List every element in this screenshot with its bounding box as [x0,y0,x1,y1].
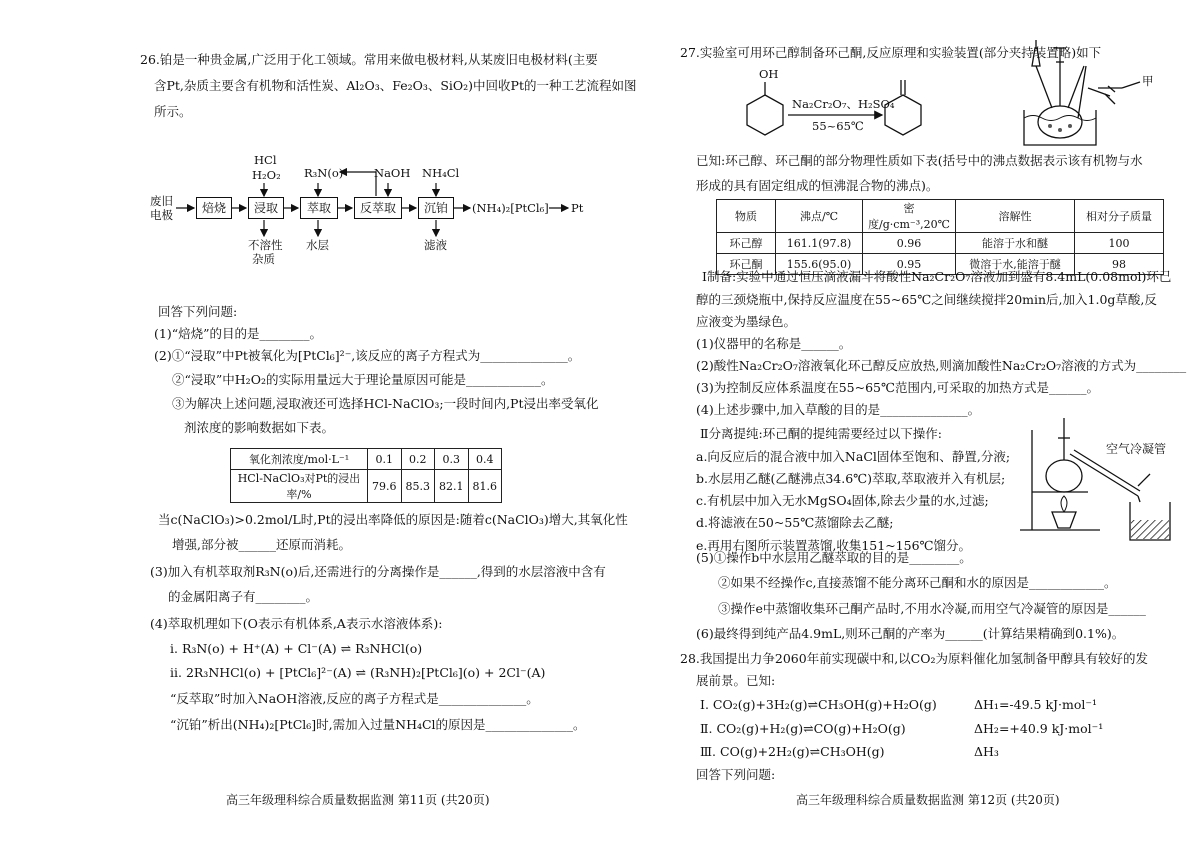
q28-intro: 28.我国提出力争2060年前实现碳中和,以CO₂为原料催化加氢制备甲醇具有较好的发 [680,651,1148,666]
q26-precipitate-question: “沉铂”析出(NH₄)₂[PtCl₆]时,需加入过量NH₄Cl的原因是______________。 [170,717,586,732]
q27-prep: 应液变为墨绿色。 [696,314,797,329]
q27-title: 27.实验室可用环己醇制备环己酮,反应原理和实验装置(部分夹持装置略)如下 [680,45,1102,60]
table-cell: 0.96 [863,233,956,254]
apparatus-label-jia: 甲 [1142,74,1154,88]
table-cell: 环己醇 [717,233,776,254]
mechanism-i: ⅰ. R₃N(o) + H⁺(A) + Cl⁻(A) ⇌ R₃NHCl(o) [170,641,423,656]
flow-product: (NH₄)₂[PtCl₆] [472,201,549,215]
equation-3: Ⅲ. CO(g)+2H₂(g)⇌CH₃OH(g) [700,744,885,759]
enthalpy-2: ΔH₂=+40.9 kJ·mol⁻¹ [974,721,1104,736]
step-extract: 萃取 [300,197,338,219]
oxidant-table [230,448,502,503]
reagent-nh4cl: NH₄Cl [422,166,460,180]
table-cell: 0.3 [435,449,469,470]
page-footer-left: 高三年级理科综合质量数据监测 第11页 (共20页) [226,793,490,807]
step-roast: 焙烧 [196,197,232,219]
q26-part2-3: ③为解决上述问题,浸取液还可选择HCl-NaClO₃;一段时间内,Pt浸出率受氧化 [172,396,599,411]
q26-part2-3b: 剂浓度的影响数据如下表。 [184,420,335,435]
q27-sep-header: Ⅱ分离提纯:环己酮的提纯需要经过以下操作: [700,426,942,441]
table-cell: 100 [1075,233,1164,254]
table-row2-label: HCl-NaClO₃对Pt的浸出率/% [231,470,368,503]
q26-part4: (4)萃取机理如下(O表示有机体系,A表示水溶液体系): [150,616,443,631]
q27-part2: (2)酸性Na₂Cr₂O₇溶液氧化环己醇反应放热,则滴加酸性Na₂Cr₂O₇溶液的方式为________ [696,358,1187,373]
flowchart-arrows [0,0,600,300]
table-header: 沸点/℃ [776,200,863,233]
q27-part5-2: ②如果不经操作c,直接蒸馏不能分离环己酮和水的原因是____________。 [718,575,1117,590]
table-header: 密度/g·cm⁻³,20℃ [863,200,956,233]
output-filtrate: 滤液 [424,238,447,252]
table-cell: 85.3 [401,470,435,503]
q27-step-d: d.将滤液在50~55℃蒸馏除去乙醚; [696,515,894,530]
output-water-layer: 水层 [306,238,329,252]
q27-known-line2: 形成的具有固定组成的恒沸混合物的沸点)。 [696,178,939,193]
step-leach: 浸取 [248,197,284,219]
table-cell: 98 [1075,254,1164,275]
q27-part4: (4)上述步骤中,加入草酸的目的是______________。 [696,402,981,417]
step-precipitate: 沉铂 [418,197,454,219]
table-cell: 81.6 [468,470,502,503]
flow-start-2: 电极 [150,208,173,222]
q26-text: 增强,部分被______还原而消耗。 [172,537,351,552]
table-cell: 0.2 [401,449,435,470]
equation-2: Ⅱ. CO₂(g)+H₂(g)⇌CO(g)+H₂O(g) [700,721,906,736]
flow-final: Pt [571,201,584,215]
equation-1: Ⅰ. CO₂(g)+3H₂(g)⇌CH₃OH(g)+H₂O(g) [700,697,937,712]
q27-part6: (6)最终得到纯产品4.9mL,则环己酮的产率为______(计算结果精确到0.1%)。 [696,626,1125,641]
table-header: 溶解性 [956,200,1075,233]
q27-step-c: c.有机层中加入无水MgSO₄固体,除去少量的水,过滤; [696,493,989,508]
q28-answer-header: 回答下列问题: [696,767,776,782]
q26-intro-line3: 所示。 [154,104,192,119]
q26-part2-2: ②“浸取”中H₂O₂的实际用量远大于理论量原因可能是____________。 [172,372,554,387]
reagent-hcl: HCl [254,153,277,167]
distillation-drawing [600,0,1200,560]
q26-part3b: 的金属阳离子有________。 [168,589,319,604]
q27-prep: Ⅰ制备:实验中通过恒压滴液漏斗将酸性Na₂Cr₂O₇溶液加到盛有8.4mL(0.08mol)环己 [702,269,1172,284]
mechanism-ii: ⅱ. 2R₃NHCl(o) + [PtCl₆]²⁻(A) ⇌ (R₃NH)₂[PtCl₆](o) + 2Cl⁻(A) [170,665,546,680]
q28-intro-2: 展前景。已知: [696,673,776,688]
q26-text: 当c(NaClO₃)>0.2mol/L时,Pt的浸出率降低的原因是:随着c(NaClO₃)增大,其氧化性 [158,512,628,527]
q27-prep: 醇的三颈烧瓶中,保持反应温度在55~65℃之间继续搅拌20min后,加入1.0g草酸,反 [696,292,1157,307]
table-cell: 能溶于水和醚 [956,233,1075,254]
table-cell: 环己酮 [717,254,776,275]
q26-part3: (3)加入有机萃取剂R₃N(o)后,还需进行的分离操作是______,得到的水层溶液中含有 [150,564,606,579]
q26-part1: (1)“焙烧”的目的是________。 [154,326,322,341]
table-cell: 79.6 [368,470,402,503]
table-cell: 155.6(95.0) [776,254,863,275]
reagent-r3n: R₃N(o) [304,166,344,180]
reagent-naoh: NaOH [374,166,411,180]
reaction-temperature: 55~65℃ [812,119,864,133]
q27-step-a: a.向反应后的混合液中加入NaCl固体至饱和、静置,分液; [696,449,1011,464]
q26-answer-header: 回答下列问题: [158,304,238,319]
q27-known-line1: 已知:环己醇、环己酮的部分物理性质如下表(括号中的沸点数据表示该有机物与水 [696,153,1143,168]
q26-back-extract-question: “反萃取”时加入NaOH溶液,反应的离子方程式是______________。 [170,691,539,706]
oh-label: OH [759,67,779,81]
table-cell: 微溶于水,能溶于醚 [956,254,1075,275]
reaction-reagents: Na₂Cr₂O₇、H₂SO₄ [792,97,895,111]
table-cell: 0.4 [468,449,502,470]
q27-step-e: e.再用右图所示装置蒸馏,收集151~156℃馏分。 [696,538,972,553]
q27-step-b: b.水层用乙醚(乙醚沸点34.6℃)萃取,萃取液并入有机层; [696,471,1006,486]
enthalpy-3: ΔH₃ [974,744,999,759]
q26-intro-line2: 含Pt,杂质主要含有机物和活性炭、Al₂O₃、Fe₂O₃、SiO₂)中回收Pt的一种工艺流程如图 [154,78,637,93]
q27-part5-1: (5)①操作b中水层用乙醚萃取的目的是________。 [696,550,972,565]
air-condenser-label: 空气冷凝管 [1106,442,1167,456]
reagent-h2o2: H₂O₂ [252,168,281,182]
q27-part3: (3)为控制反应体系温度在55~65℃范围内,可采取的加热方式是______。 [696,380,1099,395]
table-cell: 82.1 [435,470,469,503]
table-row1-label: 氧化剂浓度/mol·L⁻¹ [231,449,368,470]
right-page [600,0,1200,849]
page-footer-right: 高三年级理科综合质量数据监测 第12页 (共20页) [796,793,1060,807]
table-cell: 0.95 [863,254,956,275]
q27-part5-3: ③操作e中蒸馏收集环己酮产品时,不用水冷凝,而用空气冷凝管的原因是______ [718,601,1146,616]
table-cell: 161.1(97.8) [776,233,863,254]
output-impurity: 杂质 [252,252,275,266]
flow-start: 废旧 [150,194,173,208]
table-header: 物质 [717,200,776,233]
enthalpy-1: ΔH₁=-49.5 kJ·mol⁻¹ [974,697,1097,712]
q26-intro-line1: 26.铂是一种贵金属,广泛用于化工领域。常用来做电极材料,从某废旧电极材料(主要 [140,52,598,67]
step-back-extract: 反萃取 [354,197,402,219]
q27-part1: (1)仪器甲的名称是______。 [696,336,852,351]
output-insoluble: 不溶性 [248,238,283,252]
table-header: 相对分子质量 [1075,200,1164,233]
table-cell: 0.1 [368,449,402,470]
q26-part2-1: (2)①“浸取”中Pt被氧化为[PtCl₆]²⁻,该反应的离子方程式为______________。 [154,348,581,363]
